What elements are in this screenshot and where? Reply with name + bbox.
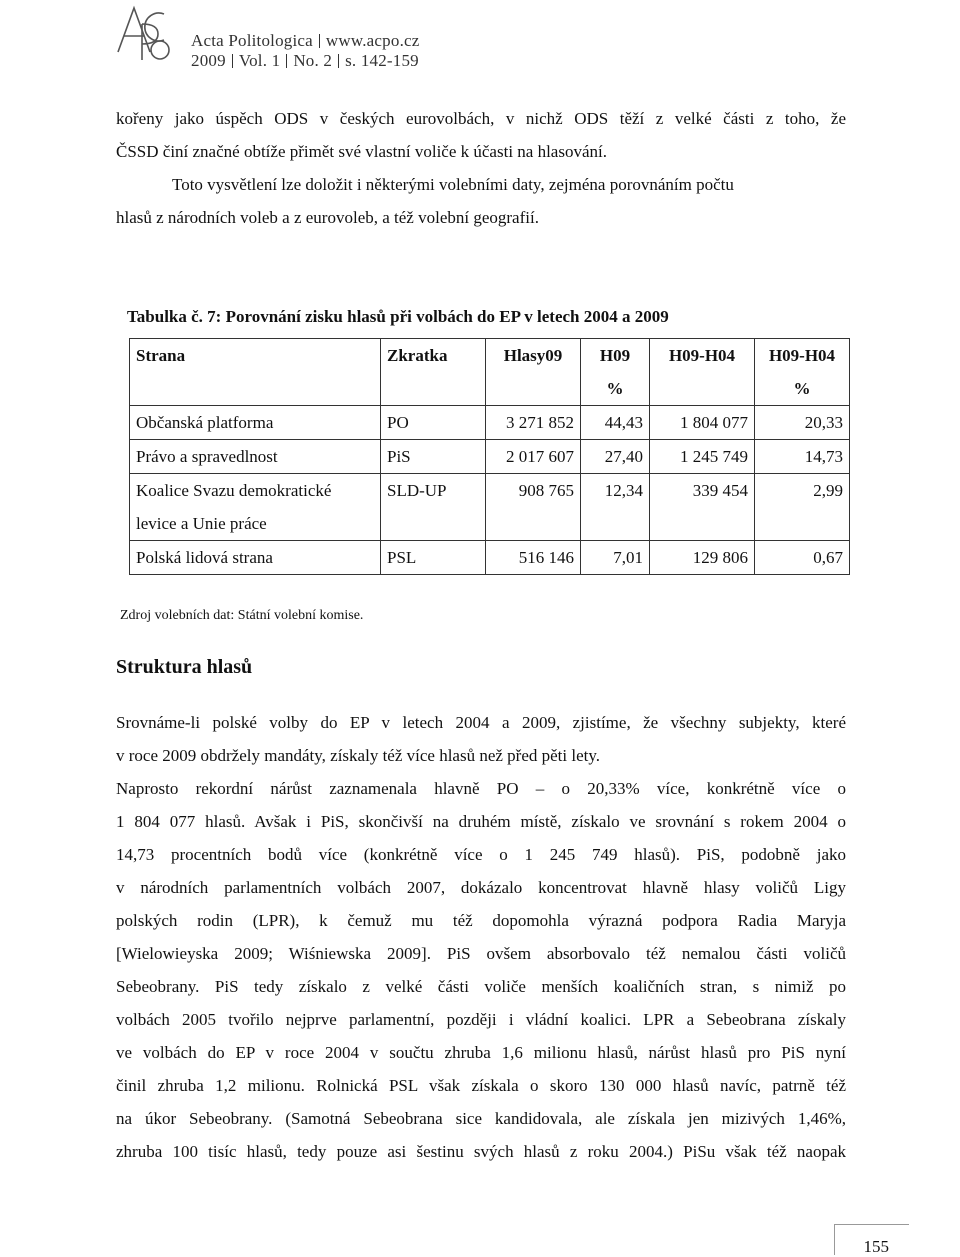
text-line: [Wielowieyska 2009; Wiśniewska 2009]. PiS ovšem absorbovalo též nemalou části voličů xyxy=(116,944,846,963)
cell-diff: 1 804 077 xyxy=(650,406,755,440)
table-row xyxy=(130,406,850,440)
cell-votes: 2 017 607 xyxy=(486,440,581,474)
cell-party: Polská lidová strana xyxy=(130,541,381,575)
header-line: % xyxy=(793,379,811,398)
cell-pct: 7,01 xyxy=(581,541,650,575)
table-header-row xyxy=(130,339,850,406)
cell-votes: 516 146 xyxy=(486,541,581,575)
cell-diff-pct: 2,99 xyxy=(755,474,850,541)
cell-party-line: Koalice Svazu demokratické xyxy=(136,481,332,500)
journal-issue-line xyxy=(191,51,419,71)
text-line: Sebeobrany. PiS tedy získalo z velké části voliče menších koaličních stran, s nimiž po xyxy=(116,977,846,996)
text-line: na úkor Sebeobrany. (Samotná Sebeobrana sice kandidovala, ale získala jen mizivých 1,46%, xyxy=(116,1109,846,1128)
text-line: Toto vysvětlení lze doložit i některými volebními daty, zejména porovnáním počtu xyxy=(172,175,734,194)
table-row xyxy=(130,541,850,575)
cell-pct: 12,34 xyxy=(581,474,650,541)
cell-diff: 1 245 749 xyxy=(650,440,755,474)
text-line: kořeny jako úspěch ODS v českých eurovolbách, v nichž ODS těží z velké části z toho, že xyxy=(116,109,846,128)
cell-abbr: PiS xyxy=(381,440,486,474)
col-header-party: Strana xyxy=(130,339,381,406)
col-header-diff: H09-H04 xyxy=(650,339,755,406)
cell-pct: 27,40 xyxy=(581,440,650,474)
journal-number: No. 2 xyxy=(293,51,333,70)
cell-pct: 44,43 xyxy=(581,406,650,440)
section-paragraph xyxy=(116,706,846,1168)
header-line: H09-H04 xyxy=(768,346,836,365)
col-header-votes: Hlasy09 xyxy=(486,339,581,406)
page-number: 155 xyxy=(863,1237,889,1256)
text-line: hlasů z národních voleb a z eurovoleb, a též volební geografií. xyxy=(116,208,539,227)
cell-diff-pct: 20,33 xyxy=(755,406,850,440)
text-line: ve volbách do EP v roce 2004 v součtu zhruba 1,6 milionu hlasů, nárůst hlasů pro PiS nyní xyxy=(116,1043,846,1062)
cell-diff-pct: 0,67 xyxy=(755,541,850,575)
text-line: v národních parlamentních volbách 2007, dokázalo koncentrovat hlavně hlasy voličů Ligy xyxy=(116,878,846,897)
table-source-note: Zdroj volebních dat: Státní volební komise. xyxy=(120,608,364,623)
table-row xyxy=(130,440,850,474)
journal-title-line xyxy=(191,31,420,51)
votes-table xyxy=(129,338,850,575)
col-header-pct xyxy=(581,339,650,406)
header-line: H09 xyxy=(599,346,631,365)
text-line: 1 804 077 hlasů. Avšak i PiS, skončivší na druhém místě, získalo ve srovnání s rokem 2004 o xyxy=(116,812,846,831)
journal-website[interactable]: www.acpo.cz xyxy=(325,31,420,50)
journal-pages: s. 142-159 xyxy=(345,51,419,70)
cell-abbr: SLD-UP xyxy=(381,474,486,541)
text-line: polských rodin (LPR), k čemuž mu též dopomohla výrazná podpora Radia Maryja xyxy=(116,911,846,930)
table-caption: Tabulka č. 7: Porovnání zisku hlasů při volbách do EP v letech 2004 a 2009 xyxy=(127,307,669,326)
cell-votes: 908 765 xyxy=(486,474,581,541)
page-number-box xyxy=(834,1224,909,1255)
cell-party: Občanská platforma xyxy=(130,406,381,440)
text-line: volbách 2005 tvořilo nejprve parlamentní, později i vládní koalici. LPR a Sebeobrana získaly xyxy=(116,1010,846,1029)
text-line: činil zhruba 1,2 milionu. Rolnická PSL však získala o skoro 130 000 hlasů navíc, patrně též xyxy=(116,1076,846,1095)
cell-party-line: levice a Unie práce xyxy=(136,514,267,533)
table-row xyxy=(130,474,850,541)
journal-logo xyxy=(112,2,174,62)
journal-name: Acta Politologica xyxy=(191,31,313,50)
cell-party: Právo a spravedlnost xyxy=(130,440,381,474)
col-header-abbr: Zkratka xyxy=(381,339,486,406)
section-heading: Struktura hlasů xyxy=(116,656,253,678)
col-header-diff-pct xyxy=(755,339,850,406)
cell-diff: 339 454 xyxy=(650,474,755,541)
journal-year: 2009 xyxy=(191,51,226,70)
cell-abbr: PSL xyxy=(381,541,486,575)
journal-volume: Vol. 1 xyxy=(238,51,281,70)
cell-diff: 129 806 xyxy=(650,541,755,575)
text-line: Srovnáme-li polské volby do EP v letech 2004 a 2009, zjistíme, že všechny subjekty, které xyxy=(116,713,846,732)
text-line: v roce 2009 obdržely mandáty, získaly též více hlasů než před pěti lety. xyxy=(116,746,601,765)
cell-party xyxy=(130,474,381,541)
text-line: ČSSD činí značné obtíže přimět své vlastní voliče k účasti na hlasování. xyxy=(116,142,607,161)
cell-diff-pct: 14,73 xyxy=(755,440,850,474)
text-line: 14,73 procentních bodů více (konkrétně více o 1 245 749 hlasů). PiS, podobně jako xyxy=(116,845,846,864)
text-line: Naprosto rekordní nárůst zaznamenala hlavně PO – o 20,33% více, konkrétně více o xyxy=(116,779,846,798)
cell-abbr: PO xyxy=(381,406,486,440)
text-line: zhruba 100 tisíc hlasů, tedy pouze asi šestinu svých hlasů z roku 2004.) PiSu však též naopak xyxy=(116,1142,846,1161)
cell-votes: 3 271 852 xyxy=(486,406,581,440)
intro-paragraph xyxy=(116,102,846,234)
header-line: % xyxy=(606,379,624,398)
